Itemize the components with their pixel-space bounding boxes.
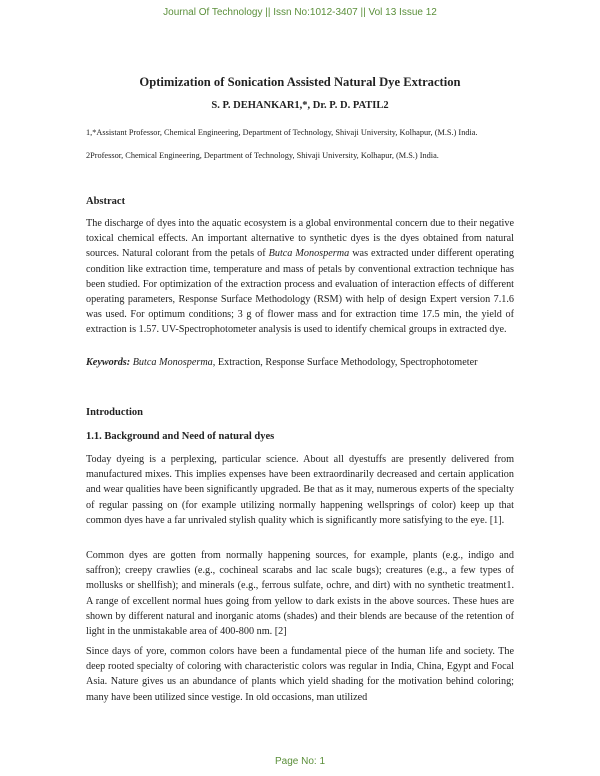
abstract-text-part-1: The discharge of dyes into the aquatic ecosystem is a global environmental concern due to their negative toxical chemical effects. An important alternative to synthetic dyes is the dyes obtained from natural sources. Natural colorant from the petals of (86, 218, 514, 260)
paper-title: Optimization of Sonication Assisted Natural Dye Extraction (139, 75, 461, 89)
introduction-heading: Introduction (86, 407, 143, 418)
affiliation-1: 1,*Assistant Professor, Chemical Engineering, Department of Technology, Shivaji University, Kolhapur, (M.S.) India. (86, 128, 478, 137)
keywords-line (86, 355, 514, 370)
abstract-text-part-2: was extracted under different operating condition like extraction time, temperature and mass of petals by conventional extraction technique has been studied. For optimization of the extraction process and evaluation of interaction effects of different operating parameters, Response Surface Methodology (RSM) with help of design Expert version 7.1.6 was used. For optimum conditions; 3 g of flower mass and for extraction time 17.5 min, the yield of extraction is 1.57. UV-Spectrophotometer analysis is used to identify chemical groups in extracted dye. (86, 248, 514, 336)
affiliation-2: 2Professor, Chemical Engineering, Department of Technology, Shivaji University, Kolhapur, (M.S.) India. (86, 151, 439, 160)
keywords-rest: , Extraction, Response Surface Methodology, Spectrophotometer (212, 357, 478, 368)
intro-paragraph-1: Today dyeing is a perplexing, particular science. About all dyestuffs are presently delivered from manufactured mixes. This implies expenses have been extraordinarily decreased and certain application and wear qualities have been significantly upgraded. Be that as it may, numerous experts of the specialty of regular passing on (for example utilizing normally happening wellsprings of color) keep up that common dyes have a far unrivaled stylish quality which is significantly more satisfying to the eye. [1]. (86, 454, 514, 526)
paper-authors: S. P. DEHANKAR1,*, Dr. P. D. PATIL2 (211, 100, 389, 111)
intro-paragraph-3: Since days of yore, common colors have been a fundamental piece of the human life and society. The deep rooted specialty of coloring with characteristic colors was regular in India, China, Egypt and Focal Asia. Nature gives us an abundance of plants which yield shading for the motivation behind coloring; many have been utilized since vestige. In old occasions, man utilized (86, 646, 514, 703)
keywords-species: Butca Monosperma (132, 357, 213, 368)
intro-paragraph-2: Common dyes are gotten from normally happening sources, for example, plants (e.g., indigo and saffron); creepy crawlies (e.g., cochineal scarabs and lac scale bugs); creatures (e.g., a few types of mollusks or shellfish); and minerals (e.g., ferrous sulfate, ochre, and dirt) with no synthetic treatment1. A range of excellent normal hues going from yellow to dark exists in the above sources. These hues are shown by different natural and inorganic atoms (shades) and their blends are because of the retention of light in the unmistakable area of 400-800 nm. [2] (86, 550, 514, 638)
abstract-heading: Abstract (86, 196, 126, 207)
keywords-label: Keywords: (86, 357, 131, 368)
abstract-species-name: Butca Monosperma (268, 248, 350, 260)
journal-header: Journal Of Technology || Issn No:1012-3407 || Vol 13 Issue 12 (163, 7, 437, 18)
page-number-footer: Page No: 1 (274, 756, 326, 767)
abstract-text (86, 216, 514, 338)
section-1-1-heading: 1.1. Background and Need of natural dyes (86, 431, 275, 442)
